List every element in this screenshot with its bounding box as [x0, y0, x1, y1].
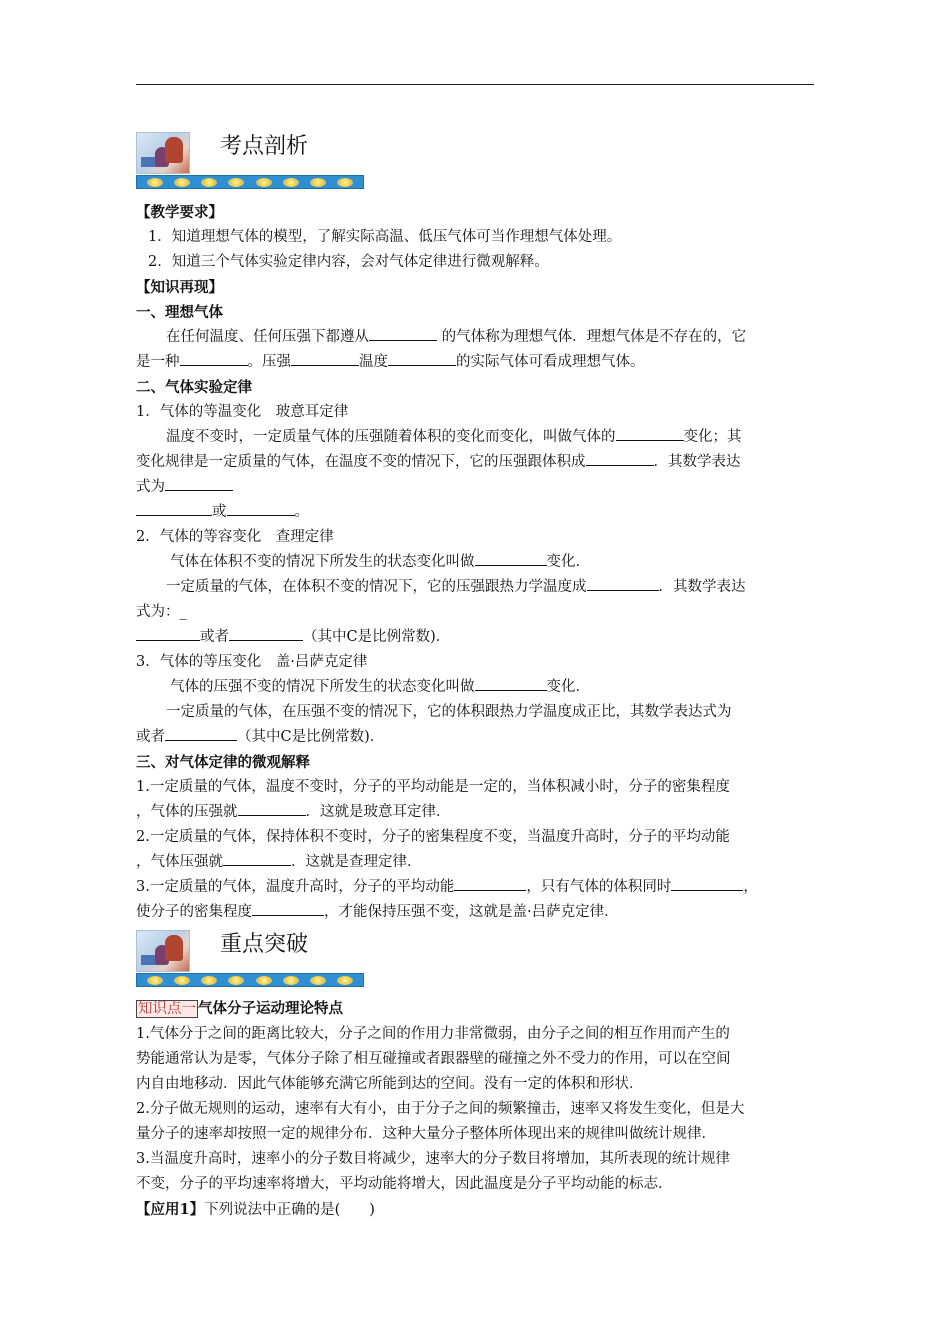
application-1 — [136, 1197, 816, 1223]
isobaric-line-1: 气体的压强不变的情况下所发生的状态变化叫做 变化． — [170, 679, 590, 695]
key-paragraph-2-line-1: 2.分子做无规则的运动，速率有大有小，由于分子之间的频繁撞击，速率又将发生变化，但是大 — [136, 1101, 745, 1117]
isothermal-line-1: 温度不变时，一定质量气体的压强随着体积的变化而变化，叫做气体的 变化；其 — [166, 429, 742, 445]
application-question: 下列说法中正确的是( ) — [204, 1202, 375, 1218]
micro-p2-line-1: 2.一定质量的气体，保持体积不变时，分子的密集程度不变，当温度升高时，分子的平均动能 — [136, 829, 730, 845]
section-title-analysis: 考点剖析 — [220, 134, 309, 159]
knowledge-point-heading: 知识点一 气体分子运动理论特点 — [138, 1000, 343, 1017]
isochoric-line-1: 气体在体积不变的情况下所发生的状态变化叫做 变化． — [170, 554, 590, 570]
isochoric-line-3: 式为：_ — [136, 604, 187, 620]
header-rule — [136, 84, 814, 85]
knowledge-point-tag: 知识点一 — [138, 1001, 196, 1017]
key-points-content — [136, 996, 816, 1223]
key-paragraph-1-line-2: 势能通常认为是零，气体分子除了相互碰撞或者跟器壁的碰撞之外不受力的作用，可以在空间 — [136, 1051, 731, 1067]
section-header-analysis — [136, 132, 376, 192]
section-header-key-points — [136, 930, 376, 990]
application-label: 【应用1】 — [136, 1201, 205, 1218]
section-title-key-points: 重点突破 — [220, 932, 309, 957]
isochoric-title: 2．气体的等容变化 查理定律 — [136, 529, 334, 545]
key-paragraph-2-line-2: 量分子的速率却按照一定的规律分布．这种大量分子整体所体现出来的规律叫做统计规律． — [136, 1126, 716, 1142]
isothermal-line-3: 式为 — [136, 475, 816, 500]
ideal-gas-line-2: 是一种 。压强 温度 的实际气体可看成理想气体。 — [136, 354, 645, 370]
ideal-gas-heading: 一、理想气体 — [136, 304, 223, 321]
isothermal-line-2: 变化规律是一定质量的气体，在温度不变的情况下，它的压强跟体积成 ．其数学表达 — [136, 454, 741, 470]
main-content — [136, 200, 816, 925]
micro-p1-line-1: 1.一定质量的气体，温度不变时，分子的平均动能是一定的，当体积减小时，分子的密集程度 — [136, 779, 730, 795]
micro-p1-line-2: ，气体的压强就 ．这就是玻意耳定律． — [136, 804, 451, 820]
isobaric-line-2: 一定质量的气体，在压强不变的情况下，它的体积跟热力学温度成正比，其数学表达式为 — [166, 704, 732, 720]
isochoric-line-4: 或者 （其中C是比例常数)． — [136, 625, 816, 650]
key-paragraph-3-line-1: 3.当温度升高时，速率小的分子数目将减少，速率大的分子数目将增加，其所表现的统计规律 — [136, 1151, 730, 1167]
key-paragraph-1-line-3: 内自由地移动．因此气体能够充满它所能到达的空间。没有一定的体积和形状． — [136, 1076, 644, 1092]
isobaric-line-3: 或者 （其中C是比例常数)． — [136, 729, 385, 745]
decorative-sun-strip — [136, 175, 364, 189]
key-paragraph-1-line-1: 1.气体分于之间的距离比较大，分子之间的作用力非常微弱，由分子之间的相互作用而产生的 — [136, 1026, 730, 1042]
micro-p2-line-2: ，气体压强就 ．这就是查理定律． — [136, 854, 422, 870]
teaching-requirement-1: 1．知道理想气体的模型，了解实际高温、低压气体可当作理想气体处理。 — [148, 229, 622, 245]
teaching-requirement-2: 2．知道三个气体实验定律内容，会对气体定律进行微观解释。 — [148, 254, 549, 270]
section-badge-image — [136, 930, 190, 972]
isothermal-title: 1．气体的等温变化 玻意耳定律 — [136, 404, 349, 420]
teaching-requirements-heading: 【教学要求】 — [136, 204, 223, 221]
ideal-gas-line-1: 在任何温度、任何压强下都遵从 的气体称为理想气体．理想气体是不存在的，它 — [166, 329, 747, 345]
key-paragraph-3-line-2: 不变，分子的平均速率将增大，平均动能将增大，因此温度是分子平均动能的标志． — [136, 1176, 673, 1192]
section-badge-image — [136, 132, 190, 174]
micro-p3-line-2: 使分子的密集程度 ，才能保持压强不变，这就是盖·吕萨克定律． — [136, 904, 619, 920]
decorative-sun-strip — [136, 973, 364, 987]
isothermal-line-4: 或 。 — [136, 500, 816, 525]
micro-heading: 三、对气体定律的微观解释 — [136, 754, 310, 771]
micro-p3-line-1: 3.一定质量的气体，温度升高时，分子的平均动能 ，只有气体的体积同时 ， — [136, 879, 758, 895]
gas-laws-heading: 二、气体实验定律 — [136, 379, 252, 396]
isobaric-title: 3．气体的等压变化 盖·吕萨克定律 — [136, 654, 368, 670]
isochoric-line-2: 一定质量的气体，在体积不变的情况下，它的压强跟热力学温度成 ．其数学表达 — [166, 579, 746, 595]
knowledge-review-heading: 【知识再现】 — [136, 279, 223, 296]
